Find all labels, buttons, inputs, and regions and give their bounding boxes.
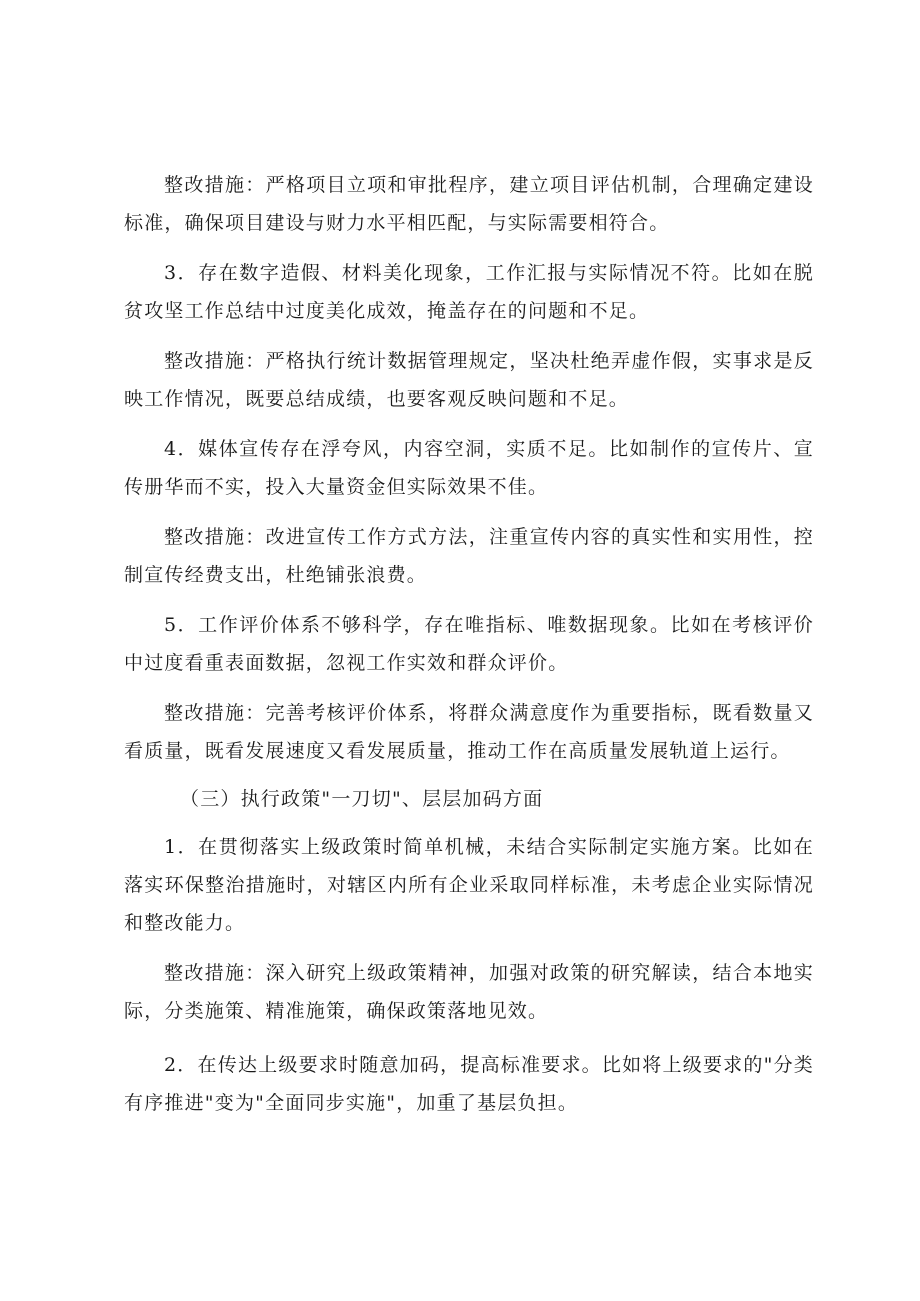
section-heading-3: （三）执行政策"一刀切"、层层加码方面 <box>180 788 544 810</box>
paragraph-item-5: 5．工作评价体系不够科学，存在唯指标、唯数据现象。比如在考核评价中过度看重表面数据，忽视工作实效和群众评价。 <box>124 614 814 674</box>
paragraph-rectification-4: 整改措施：改进宣传工作方式方法，注重宣传内容的真实性和实用性，控制宣传经费支出，杜绝铺张浪费。 <box>124 526 814 586</box>
paragraph-section3-item-2: 2．在传达上级要求时随意加码，提高标准要求。比如将上级要求的"分类有序推进"变为"全面同步实施"，加重了基层负担。 <box>124 1054 814 1114</box>
paragraph-item-4: 4．媒体宣传存在浮夸风，内容空洞，实质不足。比如制作的宣传片、宣传册华而不实，投入大量资金但实际效果不佳。 <box>124 438 814 498</box>
paragraph-rectification-5: 整改措施：完善考核评价体系，将群众满意度作为重要指标，既看数量又看质量，既看发展速度又看发展质量，推动工作在高质量发展轨道上运行。 <box>124 702 814 762</box>
paragraph-rectification-1: 整改措施：严格项目立项和审批程序，建立项目评估机制，合理确定建设标准，确保项目建设与财力水平相匹配，与实际需要相符合。 <box>124 174 814 234</box>
paragraph-rectification-3: 整改措施：严格执行统计数据管理规定，坚决杜绝弄虚作假，实事求是反映工作情况，既要总结成绩，也要客观反映问题和不足。 <box>124 350 814 410</box>
paragraph-section3-rectification-1: 整改措施：深入研究上级政策精神，加强对政策的研究解读，结合本地实际，分类施策、精准施策，确保政策落地见效。 <box>124 962 814 1022</box>
paragraph-section3-item-1: 1．在贯彻落实上级政策时简单机械，未结合实际制定实施方案。比如在落实环保整治措施时，对辖区内所有企业采取同样标准，未考虑企业实际情况和整改能力。 <box>124 836 814 934</box>
document-page <box>124 166 814 1122</box>
paragraph-item-3: 3．存在数字造假、材料美化现象，工作汇报与实际情况不符。比如在脱贫攻坚工作总结中过度美化成效，掩盖存在的问题和不足。 <box>124 262 814 322</box>
